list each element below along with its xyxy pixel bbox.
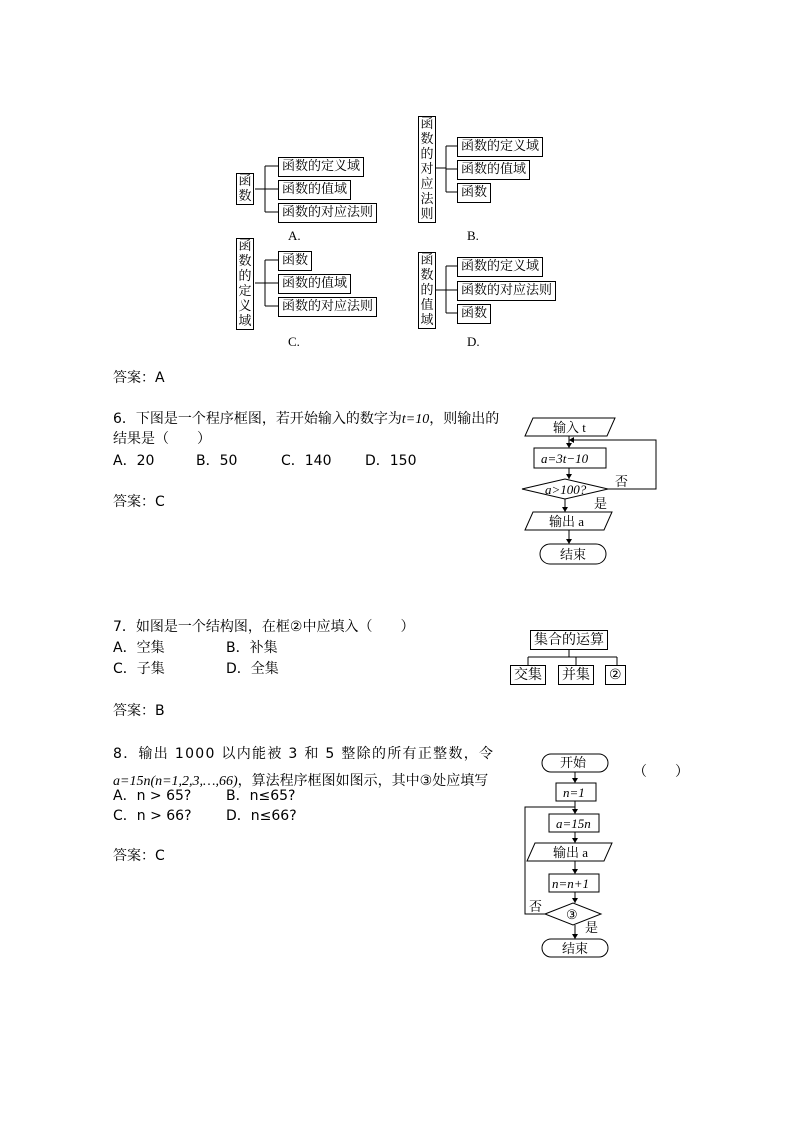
q6-assign-text: a=3t−10 [541,451,589,466]
diagram-a-item-2: 函数的值域 [278,180,351,200]
q8-incr-text: n=n+1 [552,876,590,891]
diagram-c-item-1: 函数 [278,251,312,271]
q6-option-c: C．140 [281,453,332,469]
q6-end-text: 结束 [560,547,587,562]
diagram-b-item-3: 函数 [457,183,491,203]
diagram-d-item-2: 函数的对应法则 [457,281,556,301]
diagram-b-root: 函数的对应法则 [418,116,436,223]
q6-no-label: 否 [615,474,629,489]
diagram-d-label: D. [467,334,480,349]
q6-option-d: D．150 [365,453,417,469]
diagram-c-label: C. [288,334,300,349]
q7-item-union: 并集 [558,665,594,685]
q6-option-a: A．20 [113,453,155,469]
q8-end-text: 结束 [562,941,589,956]
diagram-d-item-1: 函数的定义域 [457,257,543,277]
q8-option-d: D．n≤66? [226,808,297,824]
diagram-c-root: 函数的定义域 [236,238,254,330]
q6-option-b: B．50 [196,453,238,469]
q6-stem-line2: 结果是（ ） [113,431,211,447]
diagram-b-item-2: 函数的值域 [457,160,530,180]
q7-option-a: A．空集 [113,640,165,656]
q7-answer: 答案：B [113,703,165,719]
q7-root-box: 集合的运算 [530,630,608,650]
q6-input-text: 输入 t [553,420,586,435]
diagram-a-item-3: 函数的对应法则 [278,203,377,223]
q8-stem-line1: 8．输出 1000 以内能被 3 和 5 整除的所有正整数，令 [113,746,495,762]
q7-option-c: C．子集 [113,661,165,677]
q8-output-text: 输出 a [553,845,589,860]
q6-output-text: 输出 a [549,514,585,529]
diagram-c-item-3: 函数的对应法则 [278,297,377,317]
diagram-d-root: 函数的值域 [418,252,436,329]
q8-option-b: B．n≤65? [226,788,296,804]
q8-start-text: 开始 [560,755,587,770]
q6-cond-text: a>100? [545,482,587,497]
q6-answer: 答案：C [113,494,165,510]
diagram-a-label: A. [288,228,301,243]
q8-cond-text: ③ [566,907,578,922]
q7-item-intersection: 交集 [510,665,546,685]
q8-assign-text: a=15n [556,816,591,831]
q8-option-c: C．n > 66? [113,808,192,824]
q8-answer: 答案：C [113,848,165,864]
q6-stem-line1: 6．下图是一个程序框图，若开始输入的数字为t=10，则输出的 [113,411,500,427]
q8-option-a: A．n > 65? [113,788,192,804]
diagram-a-item-1: 函数的定义域 [278,157,364,177]
diagram-b-item-1: 函数的定义域 [457,137,543,157]
diagram-a-root: 函数 [236,173,254,205]
q6-yes-label: 是 [594,496,608,511]
q8-init-text: n=1 [563,785,585,800]
q8-blank: （ ） [633,764,689,780]
q5-answer: 答案：A [113,370,165,386]
q8-stem-line2: a=15n(n=1,2,3,…,66)，算法程序框图如图示，其中③处应填写 [113,773,489,789]
q8-no-label: 否 [529,899,543,914]
q7-stem: 7．如图是一个结构图，在框②中应填入（ ） [113,619,415,635]
q7-item-blank: ② [605,665,626,685]
diagram-b-label: B. [467,228,479,243]
q7-option-b: B．补集 [226,640,278,656]
diagram-d-item-3: 函数 [457,304,491,324]
q8-yes-label: 是 [585,920,599,935]
q7-option-d: D．全集 [226,661,279,677]
diagram-c-item-2: 函数的值域 [278,274,351,294]
